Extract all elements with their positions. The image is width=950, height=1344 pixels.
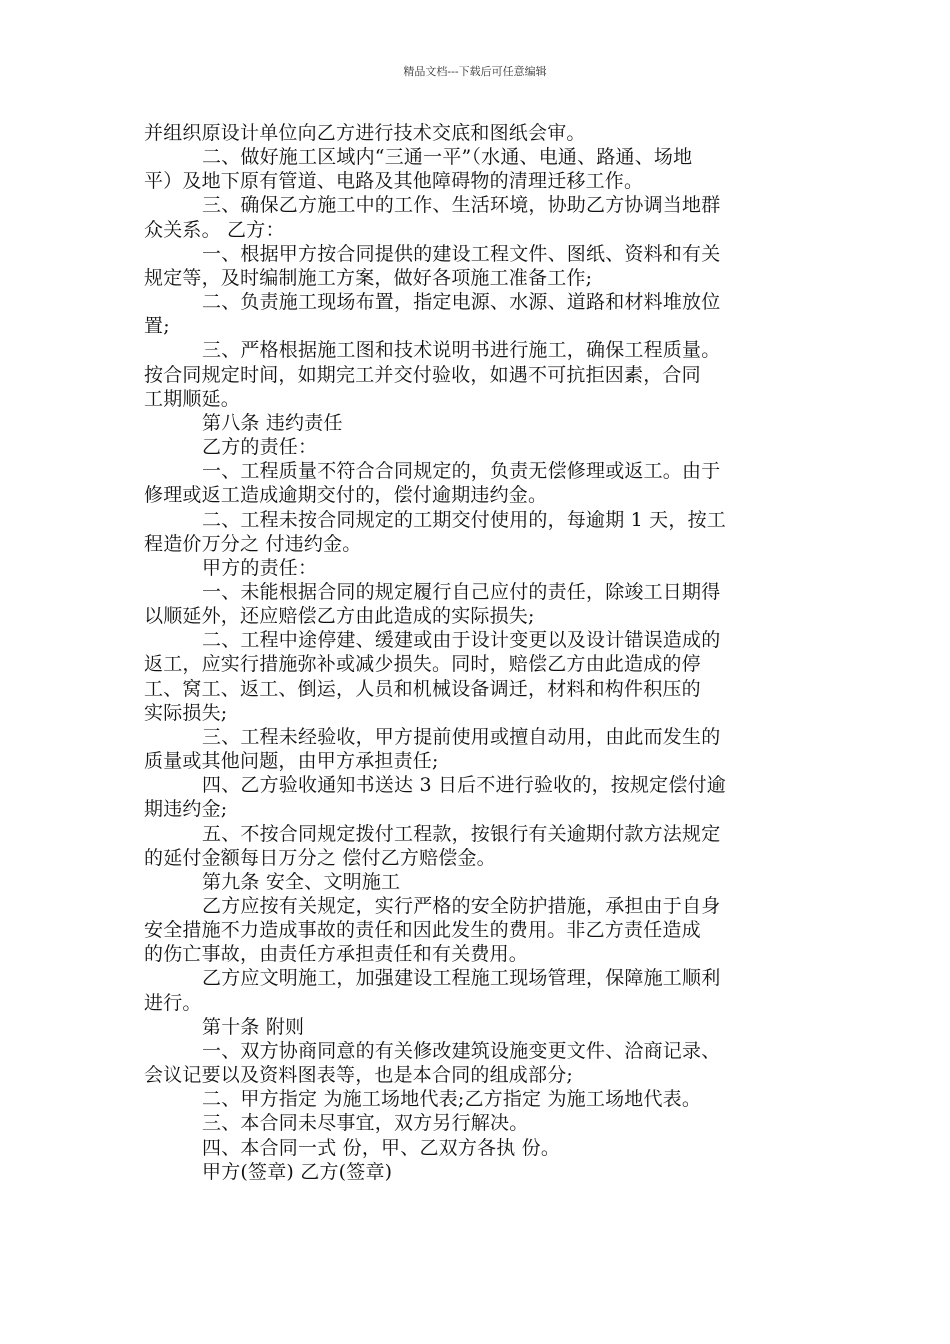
text-line: 的伤亡事故，由责任方承担责任和有关费用。 — [144, 943, 529, 966]
text-line: 二、工程中途停建、缓建或由于设计变更以及设计错误造成的 — [202, 629, 721, 652]
text-line: 乙方应文明施工，加强建设工程施工现场管理，保障施工顺利 — [202, 967, 721, 990]
text-line: 工、窝工、返工、倒运，人员和机械设备调迁，材料和构件积压的 — [144, 677, 701, 700]
document-body — [144, 121, 806, 1184]
text-line: 返工，应实行措施弥补或减少损失。同时，赔偿乙方由此造成的停 — [144, 653, 701, 676]
text-line: 二、甲方指定 为施工场地代表;乙方指定 为施工场地代表。 — [202, 1088, 702, 1111]
text-line: 程造价万分之 付违约金。 — [144, 532, 362, 555]
text-line: 三、本合同未尽事宜，双方另行解决。 — [202, 1112, 529, 1135]
text-line: 一、双方协商同意的有关修改建筑设施变更文件、洽商记录、 — [202, 1039, 721, 1062]
text-line: 平）及地下原有管道、电路及其他障碍物的清理迁移工作。 — [144, 170, 644, 193]
text-line: 按合同规定时间，如期完工并交付验收，如遇不可抗拒因素，合同 — [144, 363, 701, 386]
text-line: 修理或返工造成逾期交付的，偿付逾期违约金。 — [144, 484, 548, 507]
text-line: 乙方应按有关规定，实行严格的安全防护措施，承担由于自身 — [202, 895, 721, 917]
text-line: 会议记要以及资料图表等，也是本合同的组成部分; — [144, 1064, 574, 1087]
text-line: 的延付金额每日万分之 偿付乙方赔偿金。 — [144, 846, 496, 869]
text-line: 质量或其他问题，由甲方承担责任; — [144, 750, 439, 773]
text-line: 期违约金; — [144, 798, 228, 821]
text-line: 二、负责施工现场布置，指定电源、水源、道路和材料堆放位 — [202, 291, 721, 314]
text-line: 置; — [144, 315, 170, 338]
text-line: 安全措施不力造成事故的责任和因此发生的费用。非乙方责任造成 — [144, 919, 701, 942]
text-line: 众关系。 乙方： — [144, 218, 285, 241]
text-line: 甲方的责任： — [202, 556, 318, 579]
text-line: 进行。 — [144, 991, 202, 1014]
text-line: 实际损失; — [144, 701, 228, 724]
text-line: 三、工程未经验收，甲方提前使用或擅自动用，由此而发生的 — [202, 725, 721, 748]
text-line: 并组织原设计单位向乙方进行技术交底和图纸会审。 — [144, 122, 586, 144]
text-line: 甲方(签章) 乙方(签章) — [202, 1160, 393, 1183]
text-line: 以顺延外，还应赔偿乙方由此造成的实际损失; — [144, 605, 535, 628]
text-line: 三、确保乙方施工中的工作、生活环境，协助乙方协调当地群 — [202, 194, 721, 217]
text-line: 四、乙方验收通知书送达 3 日后不进行验收的，按规定偿付逾 — [202, 774, 726, 797]
text-line: 规定等，及时编制施工方案，做好各项施工准备工作; — [144, 266, 593, 289]
text-line: 乙方的责任： — [202, 436, 318, 459]
text-line: 第八条 违约责任 — [202, 411, 343, 434]
text-line: 五、不按合同规定拨付工程款，按银行有关逾期付款方法规定 — [202, 822, 721, 845]
text-line: 四、本合同一式 份，甲、乙双方各执 份。 — [202, 1136, 561, 1159]
page-header: 精品文档---下载后可任意编辑 — [403, 65, 547, 78]
text-line: 第十条 附则 — [202, 1015, 305, 1038]
text-line: 一、工程质量不符合合同规定的，负责无偿修理或返工。由于 — [202, 460, 721, 483]
text-line: 二、工程未按合同规定的工期交付使用的，每逾期 1 天，按工 — [202, 508, 726, 531]
text-line: 二、做好施工区域内“三通一平”（水通、电通、路通、场地 — [202, 146, 693, 169]
text-line: 工期顺延。 — [144, 387, 241, 410]
text-line: 一、根据甲方按合同提供的建设工程文件、图纸、资料和有关 — [202, 242, 721, 265]
text-line: 一、未能根据合同的规定履行自己应付的责任，除竣工日期得 — [202, 580, 721, 603]
text-line: 三、严格根据施工图和技术说明书进行施工，确保工程质量。 — [202, 339, 721, 362]
text-line: 第九条 安全、文明施工 — [202, 870, 401, 893]
